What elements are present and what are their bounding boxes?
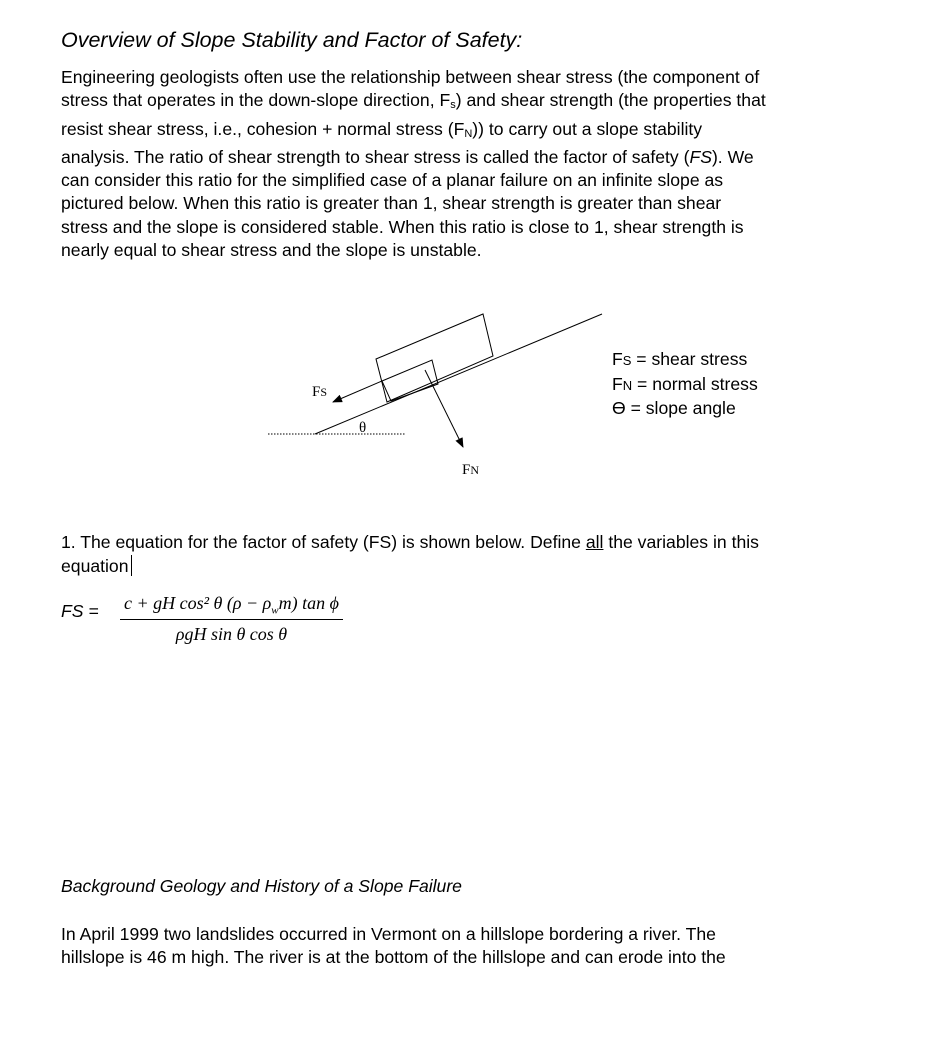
intro-line-1: Engineering geologists often use the relationship between shear stress (the component of bbox=[61, 67, 760, 87]
text-cursor[interactable] bbox=[131, 555, 133, 576]
subscript-n: N bbox=[464, 127, 473, 140]
legend-normal-stress: FN = normal stress bbox=[612, 373, 758, 394]
legend-shear-stress: FS = shear stress bbox=[612, 349, 748, 369]
intro-line-6: pictured below. When this ratio is greater than 1, shear strength is greater than shear bbox=[61, 193, 722, 214]
fn-diagram-label: FN bbox=[462, 462, 480, 478]
slope-surface-line bbox=[315, 314, 602, 434]
section-heading-background-geology: Background Geology and History of a Slope Failure bbox=[61, 876, 462, 896]
intro-line-2: stress that operates in the down-slope direction, $F_s$) and shear strength (the properties that bbox=[61, 90, 766, 112]
intro-line-7: stress and the slope is considered stable. When this ratio is close to 1, shear strength is bbox=[61, 216, 744, 237]
sliding-block-small bbox=[382, 360, 438, 401]
question-1: 1. The equation for the factor of safety (FS) is shown below. Define all the variables in this equation bbox=[61, 532, 759, 576]
emphasis-all: all bbox=[585, 532, 604, 552]
background-paragraph bbox=[61, 923, 881, 970]
background-line-2: hillslope is 46 m high. The river is at the bottom of the hillslope and can erode into the bbox=[61, 947, 726, 968]
equation-lhs: FS = bbox=[61, 601, 99, 621]
intro-paragraph bbox=[61, 66, 881, 262]
legend-slope-angle: ϴ = slope angle bbox=[612, 398, 736, 418]
intro-line-5: can consider this ratio for the simplified case of a planar failure on an infinite slope as bbox=[61, 170, 724, 191]
diagram-legend bbox=[612, 348, 758, 421]
subscript-s: s bbox=[450, 99, 456, 112]
shear-stress-arrow bbox=[333, 381, 382, 402]
background-line-1: In April 1999 two landslides occurred in Vermont on a hillslope bordering a river. The bbox=[61, 924, 716, 944]
fs-diagram-label: FS bbox=[312, 384, 328, 400]
factor-of-safety-equation bbox=[120, 593, 343, 645]
fraction-bar bbox=[120, 619, 343, 620]
intro-line-8: nearly equal to shear stress and the slope is unstable. bbox=[61, 240, 482, 261]
theta-label: θ bbox=[359, 420, 367, 436]
page-heading: Overview of Slope Stability and Factor of Safety: bbox=[61, 28, 523, 52]
intro-line-4: analysis. The ratio of shear strength to shear stress is called the factor of safety (FS). We bbox=[61, 146, 754, 167]
normal-stress-arrow bbox=[425, 370, 463, 447]
equation-denominator: ρgH sin θ cos θ bbox=[175, 623, 288, 644]
infinite-slope-diagram bbox=[0, 300, 941, 500]
intro-line-3: resist shear stress, i.e., cohesion + normal stress $(F_N)$) to carry out a slope stability bbox=[61, 118, 703, 140]
equation-numerator: c + gH cos² θ $(\rho - \rho_wm)$ tan ϕ bbox=[124, 593, 339, 617]
